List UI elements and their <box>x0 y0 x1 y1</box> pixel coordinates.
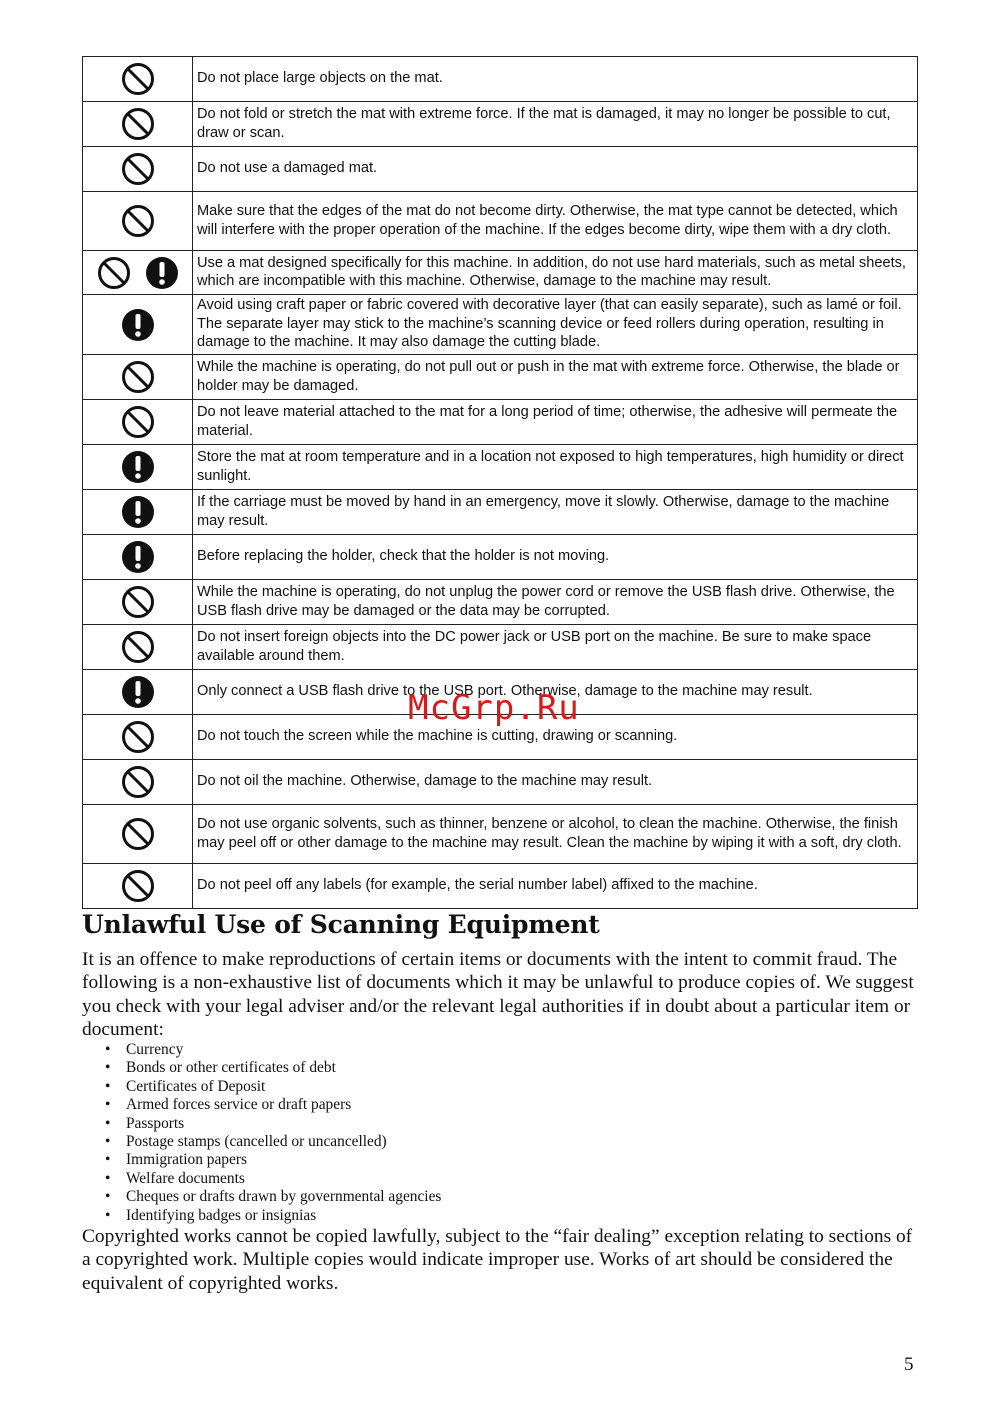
warning-text: Do not oil the machine. Otherwise, damage to the machine may result. <box>193 760 918 805</box>
mandatory-exclamation-icon <box>145 256 179 290</box>
warning-text: Do not fold or stretch the mat with extreme force. If the mat is damaged, it may no longer be possible to cut, draw or scan. <box>193 102 918 147</box>
warning-text: Use a mat designed specifically for this machine. In addition, do not use hard materials, such as metal sheets, which are incompatible with this machine. Otherwise, damage to the machine may result. <box>193 251 918 295</box>
warning-text: Avoid using craft paper or fabric covered with decorative layer (that can easily separate), such as lamé or foil. The separate layer may stick to the machine’s scanning device or feed rollers during operation, resulting in damage to the machine. It may also damage the cutting blade. <box>193 295 918 355</box>
warning-text: Do not leave material attached to the mat for a long period of time; otherwise, the adhesive will permeate the material. <box>193 400 918 445</box>
warning-row <box>83 400 918 445</box>
prohibited-icon <box>121 817 155 851</box>
prohibited-icon <box>121 360 155 394</box>
prohibited-icon <box>121 720 155 754</box>
prohibited-icon <box>97 256 131 290</box>
warning-row <box>83 580 918 625</box>
warning-icon-cell <box>83 580 193 625</box>
mandatory-exclamation-icon <box>121 495 155 529</box>
warning-row <box>83 147 918 192</box>
prohibited-icon <box>121 630 155 664</box>
warning-icon-cell <box>83 490 193 535</box>
watermark: McGrp.Ru <box>408 688 580 728</box>
prohibited-icon <box>121 62 155 96</box>
section-title: Unlawful Use of Scanning Equipment <box>82 910 600 939</box>
mandatory-exclamation-icon <box>121 450 155 484</box>
list-item: • Bonds or other certificates of debt <box>82 1059 441 1077</box>
prohibited-icon <box>121 405 155 439</box>
warning-text: Store the mat at room temperature and in a location not exposed to high temperatures, high humidity or direct sunlight. <box>193 445 918 490</box>
warning-icon-cell <box>83 355 193 400</box>
warning-row <box>83 192 918 251</box>
prohibited-icon <box>121 204 155 238</box>
safety-warnings-table <box>82 56 918 909</box>
warning-icon-cell <box>83 445 193 490</box>
warning-text: Do not peel off any labels (for example, the serial number label) affixed to the machine. <box>193 864 918 909</box>
mandatory-exclamation-icon <box>121 308 155 342</box>
warning-row <box>83 445 918 490</box>
warning-row <box>83 625 918 670</box>
list-item: • Immigration papers <box>82 1151 441 1169</box>
warning-icon-cell <box>83 760 193 805</box>
warning-icon-cell <box>83 535 193 580</box>
warning-icon-cell <box>83 295 193 355</box>
list-item: • Certificates of Deposit <box>82 1078 441 1096</box>
warning-row <box>83 535 918 580</box>
list-item: • Cheques or drafts drawn by governmental agencies <box>82 1188 441 1206</box>
warning-icon-cell <box>83 400 193 445</box>
document-list <box>82 1041 441 1225</box>
warning-text: Do not use a damaged mat. <box>193 147 918 192</box>
warning-icon-cell <box>83 57 193 102</box>
warning-icon-cell <box>83 715 193 760</box>
mandatory-exclamation-icon <box>121 540 155 574</box>
warning-text: Do not place large objects on the mat. <box>193 57 918 102</box>
prohibited-icon <box>121 869 155 903</box>
warning-row <box>83 490 918 535</box>
warning-icon-cell <box>83 192 193 251</box>
warning-row <box>83 760 918 805</box>
prohibited-icon <box>121 152 155 186</box>
list-item: • Armed forces service or draft papers <box>82 1096 441 1114</box>
warning-text: While the machine is operating, do not unplug the power cord or remove the USB flash drive. Otherwise, the USB flash drive may be damaged or the data may be corrupted. <box>193 580 918 625</box>
mandatory-exclamation-icon <box>121 675 155 709</box>
warning-icon-cell <box>83 805 193 864</box>
warning-text: While the machine is operating, do not pull out or push in the mat with extreme force. Otherwise, the blade or holder may be damaged. <box>193 355 918 400</box>
warning-text: If the carriage must be moved by hand in an emergency, move it slowly. Otherwise, damage to the machine may result. <box>193 490 918 535</box>
warning-text: Do not use organic solvents, such as thinner, benzene or alcohol, to clean the machine. Otherwise, the finish may peel off or other damage to the machine may result. Clean the machine by wiping it with a soft, dry cloth. <box>193 805 918 864</box>
list-item: • Welfare documents <box>82 1170 441 1188</box>
warning-text: Only connect a USB flash drive to the USB port. Otherwise, damage to the machine may result. <box>193 670 918 715</box>
prohibited-icon <box>121 585 155 619</box>
warning-row <box>83 57 918 102</box>
warning-row <box>83 102 918 147</box>
warning-icon-cell <box>83 625 193 670</box>
list-item: • Passports <box>82 1115 441 1133</box>
warning-icon-cell <box>83 864 193 909</box>
list-item: • Identifying badges or insignias <box>82 1207 441 1225</box>
warning-text: Do not touch the screen while the machine is cutting, drawing or scanning. <box>193 715 918 760</box>
section-outro: Copyrighted works cannot be copied lawfully, subject to the “fair dealing” exception relating to sections of a copyrighted work. Multiple copies would indicate improper use. Works of art should be considered the equivalent of copyrighted works. <box>82 1226 913 1294</box>
warning-row <box>83 295 918 355</box>
section-intro: It is an offence to make reproductions of certain items or documents with the intent to commit fraud. The following is a non-exhaustive list of documents which it may be unlawful to produce copies of. We suggest you check with your legal adviser and/or the relevant legal authorities if in doubt about a particular item or document: <box>82 949 914 1040</box>
list-item: • Postage stamps (cancelled or uncancelled) <box>82 1133 441 1151</box>
warning-row <box>83 355 918 400</box>
warning-icon-cell <box>83 251 193 295</box>
list-item: • Currency <box>82 1041 441 1059</box>
warning-icon-cell <box>83 147 193 192</box>
warning-text: Before replacing the holder, check that the holder is not moving. <box>193 535 918 580</box>
warning-text: Make sure that the edges of the mat do not become dirty. Otherwise, the mat type cannot be detected, which will interfere with the proper operation of the machine. If the edges become dirty, wipe them with a dry cloth. <box>193 192 918 251</box>
warning-icon-cell <box>83 102 193 147</box>
warning-row <box>83 864 918 909</box>
prohibited-icon <box>121 765 155 799</box>
warning-text: Do not insert foreign objects into the DC power jack or USB port on the machine. Be sure to make space available around them. <box>193 625 918 670</box>
warning-icon-cell <box>83 670 193 715</box>
warning-row <box>83 805 918 864</box>
prohibited-icon <box>121 107 155 141</box>
page-number: 5 <box>904 1354 914 1375</box>
warning-row <box>83 251 918 295</box>
